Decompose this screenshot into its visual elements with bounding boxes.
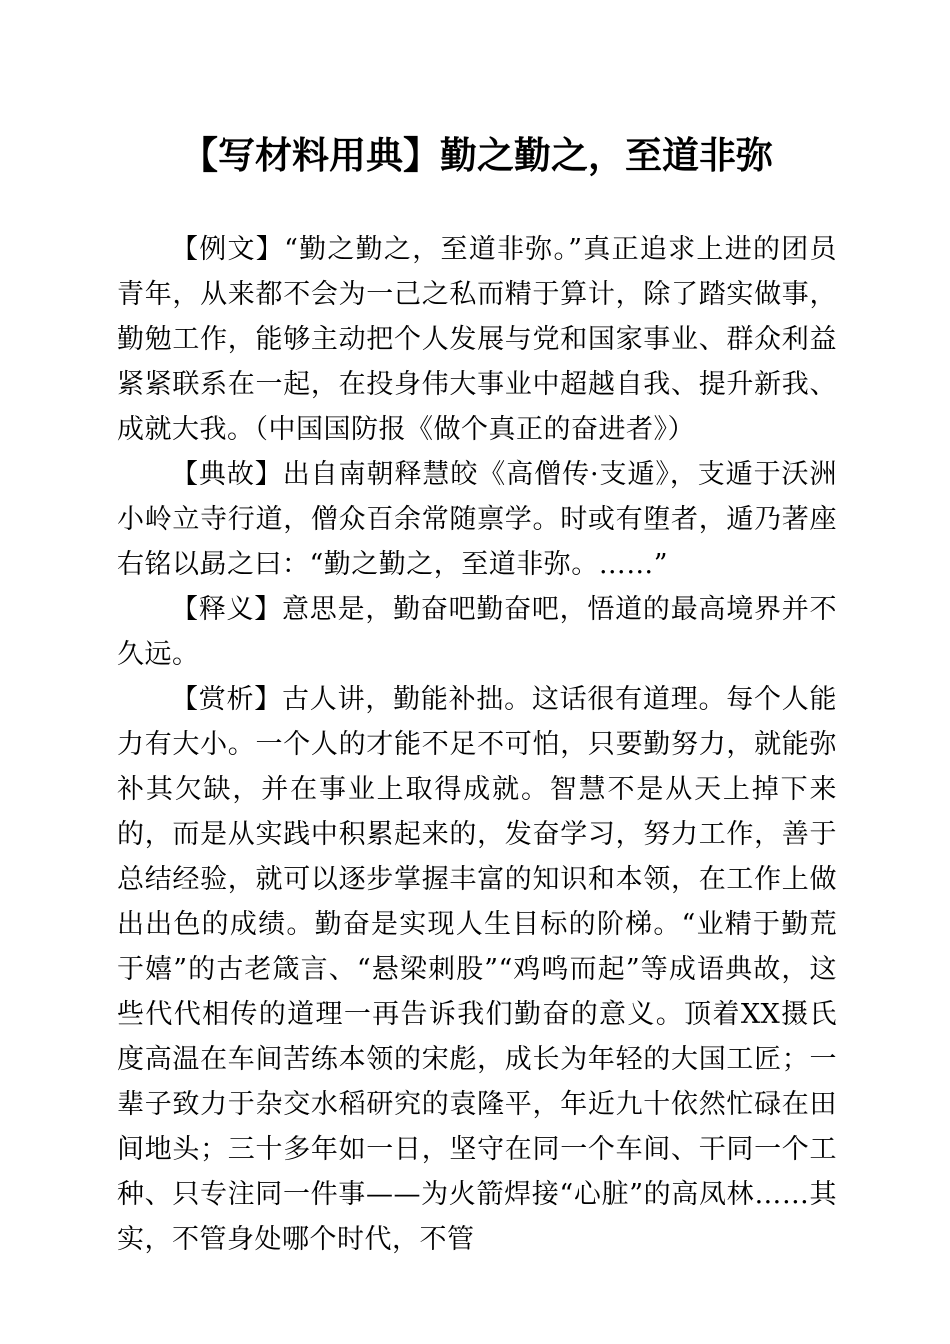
paragraph-example-text: 【例文】“勤之勤之，至道非弥。”真正追求上进的团员青年，从来都不会为一己之私而精于算计，除了踏实做事，勤勉工作，能够主动把个人发展与党和国家事业、群众利益紧紧联系在一起，在投身伟大事业中超越自我、提升新我、成就大我。（中国国防报《做个真正的奋进者》）	[117, 234, 837, 446]
paragraph-appreciation: 【赏析】古人讲，勤能补拙。这话很有道理。每个人能力有大小。一个人的才能不足不可怕，只要勤努力，就能弥补其欠缺，并在事业上取得成就。智慧不是从天上掉下来的，而是从实践中积累起来的，发奋学习，努力工作，善于总结经验，就可以逐步掌握丰富的知识和本领，在工作上做出出色的成绩。勤奋是实现人生目标的阶梯。“业精于勤荒于嬉”的古老箴言、“悬梁刺股”“鸡鸣而起”等成语典故，这些代代相传的道理一再告诉我们勤奋的意义。顶着XX摄氏度高温在车间苦练本领的宋彪，成长为年轻的大国工匠；一辈子致力于杂交水稻研究的袁隆平，年近九十依然忙碌在田间地头；三十多年如一日，坚守在同一个车间、干同一个工种、只专注同一件事——为火箭焊接“心脏”的高凤林……其实，不管身处哪个时代，不管	[117, 684, 837, 1256]
paragraph-interpretation: 【释义】意思是，勤奋吧勤奋吧，悟道的最高境界并不久远。	[117, 594, 837, 671]
document-title: 【写材料用典】勤之勤之，至道非弥	[181, 133, 773, 177]
paragraph-allusion: 【典故】出自南朝释慧皎《高僧传·支遁》，支遁于沃洲小岭立寺行道，僧众百余常随禀学。时或有堕者，遁乃著座右铭以勗之曰：“勤之勤之，至道非弥。……”	[117, 459, 837, 581]
